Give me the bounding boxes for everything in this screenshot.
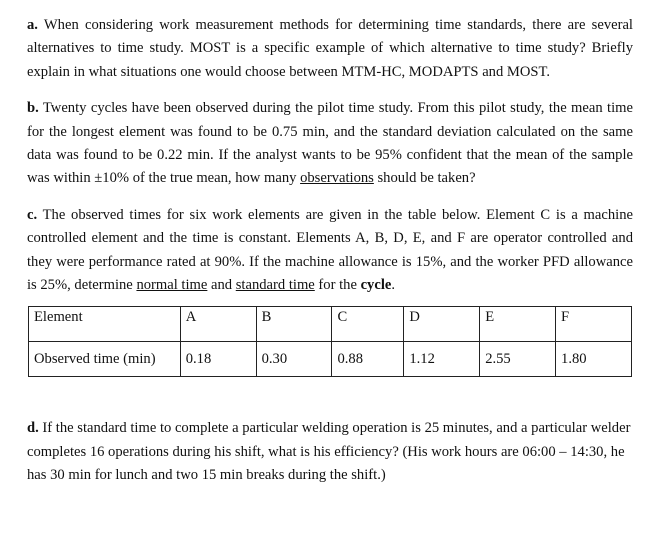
question-c (27, 204, 633, 298)
table-cell-element: F (556, 307, 632, 342)
question-c-text-3: for the (314, 277, 361, 294)
document (27, 14, 633, 488)
table-row-label-observed-time: Observed time (min) (29, 342, 181, 377)
question-b-underlined: observations (300, 170, 374, 187)
table-row-observed-times (29, 342, 632, 377)
question-a (27, 14, 633, 84)
table-cell-element: E (480, 307, 556, 342)
question-a-text: When considering work measurement methods for determining time standards, there are several alternatives to time study. MOST is a specific example of which alternative to time study? Briefly explain in what situations one would choose between MTM-HC, MODAPTS and MOST. (27, 17, 633, 80)
table-cell-element: D (404, 307, 480, 342)
table-cell-element: A (180, 307, 256, 342)
table-cell-time: 1.80 (556, 342, 632, 377)
table-cell-element: B (256, 307, 332, 342)
spacer (27, 377, 633, 417)
observed-times-table (28, 306, 632, 377)
table-header-element: Element (29, 307, 181, 342)
table-cell-time: 1.12 (404, 342, 480, 377)
table-cell-time: 0.18 (180, 342, 256, 377)
question-c-underlined-standard-time: standard time (235, 277, 315, 294)
table-cell-time: 0.30 (256, 342, 332, 377)
table-cell-time: 2.55 (480, 342, 556, 377)
question-c-underlined-normal-time: normal time (136, 277, 208, 294)
table-cell-time: 0.88 (332, 342, 404, 377)
table-cell-element: C (332, 307, 404, 342)
question-b (27, 97, 633, 191)
question-b-text-1: Twenty cycles have been observed during the pilot time study. From this pilot study, the mean time for the longest element was found to be 0.75 min, and the standard deviation calculated on the same data was found to be 0.22 min. If the analyst wants to be 95% confident that the mean of the sample was within ±10% of the true mean, how many (27, 100, 633, 187)
question-c-text-2: and (207, 277, 236, 294)
question-d-label: d. (27, 420, 39, 437)
question-c-label: c. (27, 206, 38, 223)
question-b-text-2: should be taken? (373, 170, 476, 187)
question-b-label: b. (27, 100, 39, 117)
question-c-bold-cycle: cycle (360, 277, 392, 294)
question-c-text-4: . (391, 277, 396, 294)
table-row-elements (29, 307, 632, 342)
question-d-text: If the standard time to complete a particular welding operation is 25 minutes, and a particular welder completes 16 operations during his shift, what is his efficiency? (His work hours are 06:00 – 14:30, he has 30 min for lunch and two 15 min breaks during the shift.) (27, 420, 631, 484)
question-c-text-1: The observed times for six work elements are given in the table below. Element C is a machine controlled element and the time is constant. Elements A, B, D, E, and F are operator controlled and they were performance rated at 90%. If the machine allowance is 15%, and the worker PFD allowance is 25%, determine (27, 206, 633, 294)
question-d (27, 417, 633, 487)
question-a-label: a. (27, 17, 38, 33)
